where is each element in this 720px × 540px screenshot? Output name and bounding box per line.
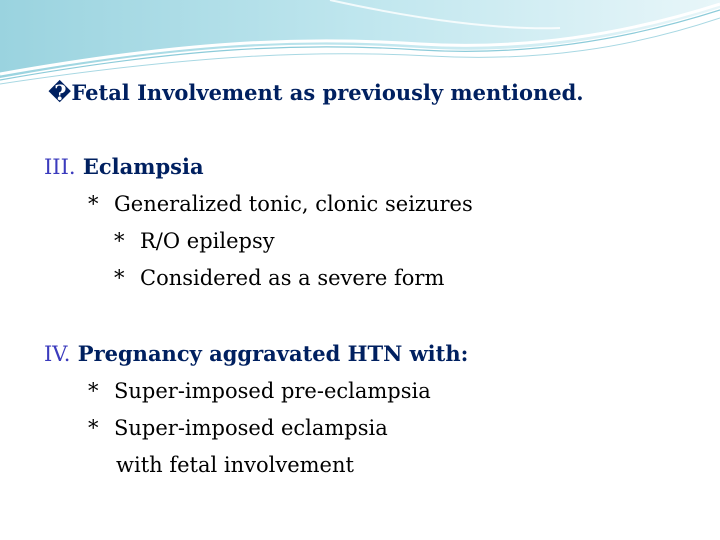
bullet-text: Super-imposed pre-eclampsia: [114, 379, 431, 403]
section-heading-htn: [44, 341, 468, 367]
bullet-marker: *: [114, 229, 125, 253]
bullet-item: [88, 415, 388, 441]
section-heading-label: Pregnancy aggravated HTN with:: [77, 341, 469, 366]
section-numeral: III.: [44, 155, 76, 179]
bullet-item: [114, 228, 275, 254]
bullet-marker: *: [88, 379, 99, 403]
section-heading-eclampsia: [44, 154, 204, 180]
bullet-marker: *: [88, 416, 99, 440]
bullet-text: Considered as a severe form: [140, 266, 445, 290]
bullet-item: [114, 265, 444, 291]
section-heading-label: Eclampsia: [82, 154, 204, 179]
bullet-marker: *: [88, 192, 99, 216]
bullet-text: Generalized tonic, clonic seizures: [114, 192, 473, 216]
bullet-marker: *: [114, 266, 125, 290]
bullet-item: [88, 191, 473, 217]
bullet-text: Super-imposed eclampsia: [114, 416, 388, 440]
bullet-continuation: with fetal involvement: [116, 453, 354, 477]
slide-title: �Fetal Involvement as previously mentioned.: [48, 80, 584, 105]
bullet-text: R/O epilepsy: [140, 229, 275, 253]
section-numeral: IV.: [44, 342, 71, 366]
bullet-item: [88, 378, 431, 404]
